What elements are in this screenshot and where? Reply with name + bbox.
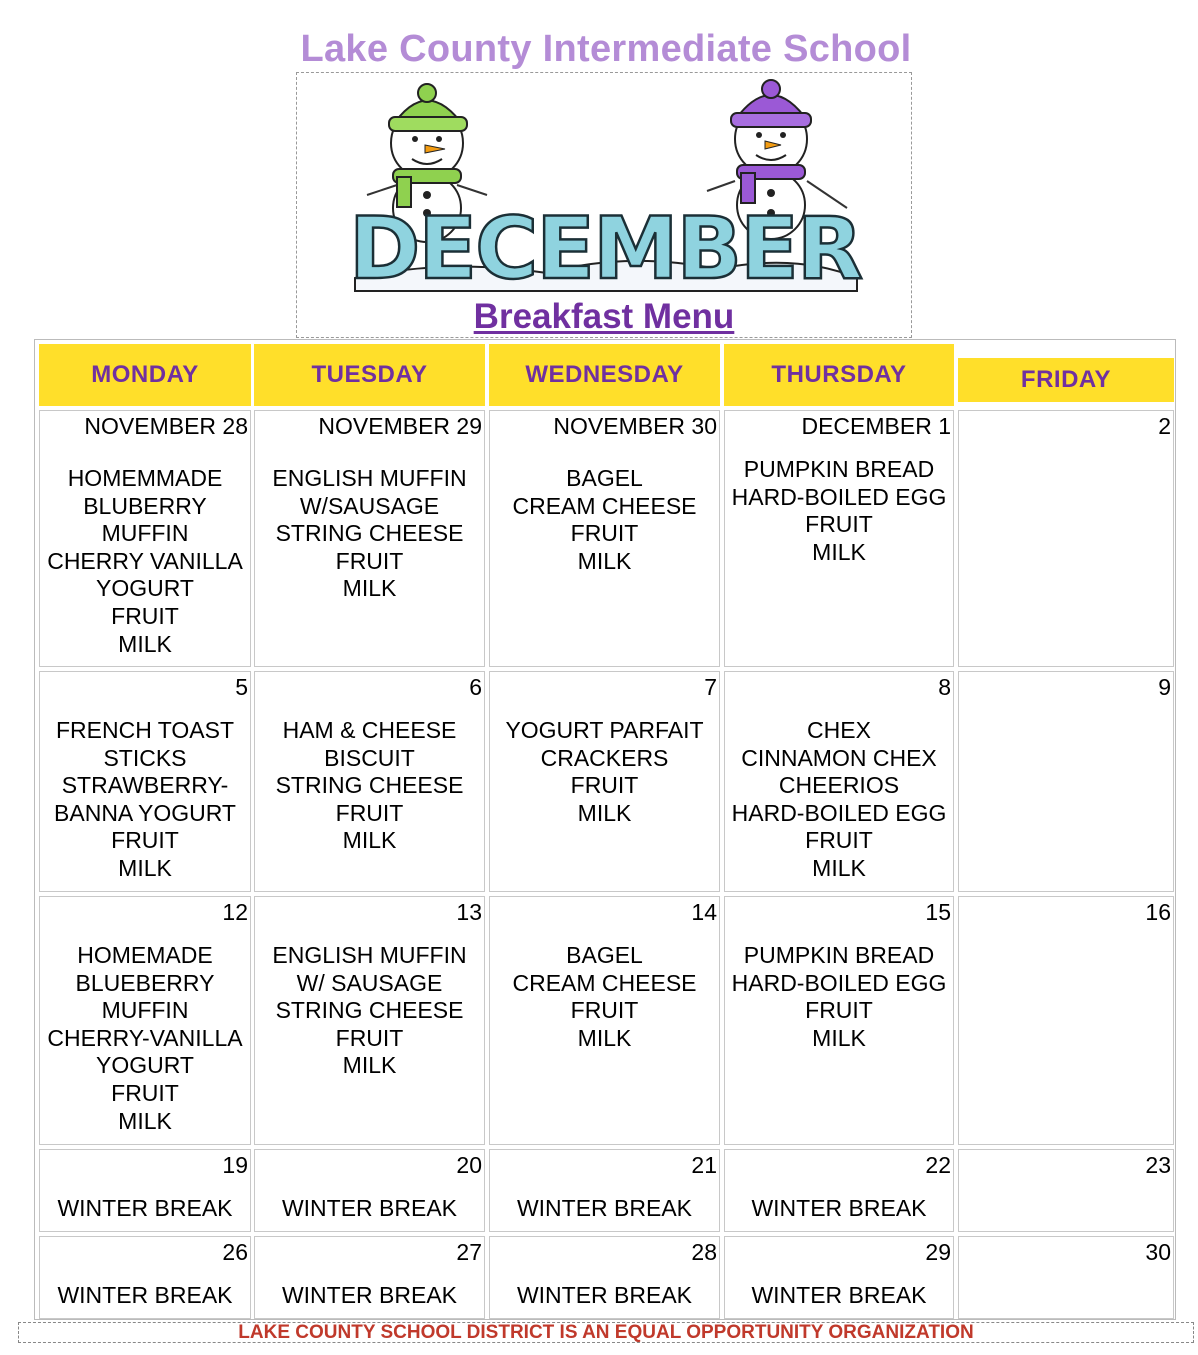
day-date: 12 <box>222 899 248 925</box>
menu-item: BANNA YOGURT <box>54 799 236 826</box>
day-date: NOVEMBER 30 <box>553 413 717 439</box>
menu-items <box>490 717 719 827</box>
menu-item: CINNAMON CHEX <box>741 744 937 771</box>
day-cell <box>958 671 1174 892</box>
weekday-header-thursday: THURSDAY <box>724 344 954 406</box>
menu-item: W/ SAUSAGE <box>296 969 443 996</box>
day-date: 5 <box>235 674 248 700</box>
day-cell <box>958 1149 1174 1232</box>
menu-items <box>725 1282 953 1310</box>
day-date: 2 <box>1158 413 1171 439</box>
day-cell <box>39 410 251 667</box>
menu-item: FRUIT <box>111 602 179 629</box>
menu-item: PUMPKIN BREAD <box>743 456 935 482</box>
menu-item: CREAM CHEESE <box>512 492 697 519</box>
menu-item: WINTER BREAK <box>751 1282 927 1308</box>
menu-items <box>725 717 953 883</box>
day-cell <box>489 671 720 892</box>
menu-items <box>725 456 953 566</box>
day-cell <box>724 1236 954 1319</box>
menu-items <box>40 1282 250 1310</box>
menu-item: FRENCH TOAST <box>55 717 235 743</box>
menu-item: MILK <box>812 538 866 565</box>
day-cell <box>254 896 485 1145</box>
menu-item: CHEX <box>807 717 871 743</box>
menu-item: FRUIT <box>805 511 873 538</box>
menu-item: MILK <box>812 854 866 881</box>
menu-item: MILK <box>577 1024 632 1051</box>
menu-item: MUFFIN <box>101 520 189 547</box>
menu-item: HOMEMADE <box>77 942 213 968</box>
day-date: 23 <box>1145 1152 1171 1178</box>
menu-item: CRACKERS <box>540 744 669 771</box>
menu-item: WINTER BREAK <box>57 1282 233 1308</box>
menu-item: HAM & CHEESE <box>282 717 457 743</box>
day-cell <box>958 410 1174 667</box>
menu-item: FRUIT <box>805 997 873 1024</box>
day-date: 9 <box>1158 674 1171 700</box>
day-cell <box>489 1236 720 1319</box>
day-date: 29 <box>925 1239 951 1265</box>
menu-item: FRUIT <box>805 827 873 854</box>
menu-item: BAGEL <box>566 465 643 491</box>
menu-item: FRUIT <box>570 772 639 799</box>
menu-item: BISCUIT <box>324 744 415 771</box>
menu-item: MUFFIN <box>101 997 189 1024</box>
menu-item: ENGLISH MUFFIN <box>272 465 467 491</box>
menu-item: CHERRY VANILLA <box>47 547 243 574</box>
menu-items <box>40 717 250 883</box>
menu-item: ENGLISH MUFFIN <box>272 942 467 968</box>
day-cell <box>39 1149 251 1232</box>
day-date: 6 <box>469 674 482 700</box>
menu-item: WINTER BREAK <box>516 1282 693 1308</box>
menu-item: YOGURT <box>96 575 194 602</box>
svg-text:DECEMBER: DECEMBER <box>348 199 862 299</box>
menu-items <box>490 1195 719 1223</box>
menu-items <box>490 465 719 575</box>
footer-notice: LAKE COUNTY SCHOOL DISTRICT IS AN EQUAL OPPORTUNITY ORGANIZATION <box>18 1322 1194 1343</box>
menu-item: STRING CHEESE <box>275 520 464 547</box>
menu-item: FRUIT <box>570 997 639 1024</box>
day-date: 16 <box>1145 899 1171 925</box>
day-cell <box>724 1149 954 1232</box>
menu-item: WINTER BREAK <box>751 1195 927 1221</box>
menu-items <box>490 942 719 1052</box>
weekday-header-wednesday: WEDNESDAY <box>489 344 720 406</box>
day-cell <box>724 896 954 1145</box>
weekday-header-monday: MONDAY <box>39 344 251 406</box>
day-cell <box>39 671 251 892</box>
menu-items <box>255 942 484 1080</box>
menu-item: FRUIT <box>335 547 404 574</box>
menu-item: HARD-BOILED EGG <box>731 969 947 996</box>
day-date: DECEMBER 1 <box>801 413 951 439</box>
menu-item: STRING CHEESE <box>275 997 464 1024</box>
menu-items <box>490 1282 719 1310</box>
menu-item: FRUIT <box>335 799 404 826</box>
menu-items <box>255 717 484 855</box>
menu-items <box>40 465 250 658</box>
menu-item: YOGURT <box>96 1052 194 1079</box>
menu-item: HOMEMMADE <box>67 465 223 491</box>
day-date: 21 <box>691 1152 717 1178</box>
menu-item: FRUIT <box>570 520 639 547</box>
menu-item: HARD-BOILED EGG <box>731 483 947 510</box>
menu-item: PUMPKIN BREAD <box>743 942 935 968</box>
menu-item: STRING CHEESE <box>275 772 464 799</box>
menu-items <box>725 1195 953 1223</box>
menu-item: MILK <box>577 547 632 574</box>
menu-item: MILK <box>342 575 397 602</box>
menu-item: MILK <box>118 854 172 881</box>
day-date: 22 <box>925 1152 951 1178</box>
weekday-header-friday: FRIDAY <box>958 358 1174 402</box>
day-cell <box>254 671 485 892</box>
menu-item: FRUIT <box>111 827 179 854</box>
menu-item: FRUIT <box>111 1079 179 1106</box>
day-date: 30 <box>1145 1239 1171 1265</box>
menu-item: WINTER BREAK <box>281 1282 458 1308</box>
menu-item: CHERRY-VANILLA <box>47 1024 243 1051</box>
day-cell <box>39 896 251 1145</box>
menu-item: WINTER BREAK <box>57 1195 233 1221</box>
menu-item: MILK <box>812 1024 866 1051</box>
menu-items <box>255 1282 484 1310</box>
day-cell <box>254 410 485 667</box>
day-date: 27 <box>456 1239 482 1265</box>
day-date: 8 <box>938 674 951 700</box>
day-date: 20 <box>456 1152 482 1178</box>
day-date: 7 <box>704 674 717 700</box>
day-date: NOVEMBER 29 <box>318 413 482 439</box>
menu-item: WINTER BREAK <box>281 1195 458 1221</box>
menu-item: MILK <box>577 799 632 826</box>
day-cell <box>724 410 954 667</box>
menu-item: MILK <box>342 827 397 854</box>
day-cell <box>958 1236 1174 1319</box>
menu-item: MILK <box>342 1052 397 1079</box>
menu-item: BLUBERRY <box>83 492 207 519</box>
day-date: 26 <box>222 1239 248 1265</box>
day-date: 13 <box>456 899 482 925</box>
menu-item: STICKS <box>103 744 187 771</box>
calendar-grid <box>34 339 1176 1320</box>
menu-item: HARD-BOILED EGG <box>731 799 947 826</box>
day-cell <box>489 1149 720 1232</box>
day-cell <box>958 896 1174 1145</box>
menu-item: BLUEBERRY <box>75 969 215 996</box>
day-cell <box>254 1149 485 1232</box>
day-cell <box>489 896 720 1145</box>
weekday-header-tuesday: TUESDAY <box>254 344 485 406</box>
menu-item: MILK <box>118 1107 172 1134</box>
menu-item: FRUIT <box>335 1024 404 1051</box>
menu-item: CHEERIOS <box>778 772 900 799</box>
menu-item: W/SAUSAGE <box>299 492 440 519</box>
menu-item: WINTER BREAK <box>516 1195 693 1221</box>
day-date: 15 <box>925 899 951 925</box>
menu-title: Breakfast Menu <box>473 297 735 336</box>
day-date: 19 <box>222 1152 248 1178</box>
menu-items <box>725 942 953 1052</box>
day-date: NOVEMBER 28 <box>84 413 248 439</box>
menu-items <box>255 1195 484 1223</box>
day-date: 28 <box>691 1239 717 1265</box>
menu-items <box>255 465 484 603</box>
school-title: Lake County Intermediate School <box>300 28 912 70</box>
menu-item: MILK <box>118 630 172 657</box>
menu-item: CREAM CHEESE <box>512 969 697 996</box>
day-cell <box>254 1236 485 1319</box>
day-date: 14 <box>691 899 717 925</box>
day-cell <box>489 410 720 667</box>
menu-item: BAGEL <box>566 942 643 968</box>
menu-item: YOGURT PARFAIT <box>505 717 704 743</box>
menu-items <box>40 942 250 1135</box>
menu-items <box>40 1195 250 1223</box>
day-cell <box>39 1236 251 1319</box>
day-cell <box>724 671 954 892</box>
menu-item: STRAWBERRY- <box>61 772 229 799</box>
